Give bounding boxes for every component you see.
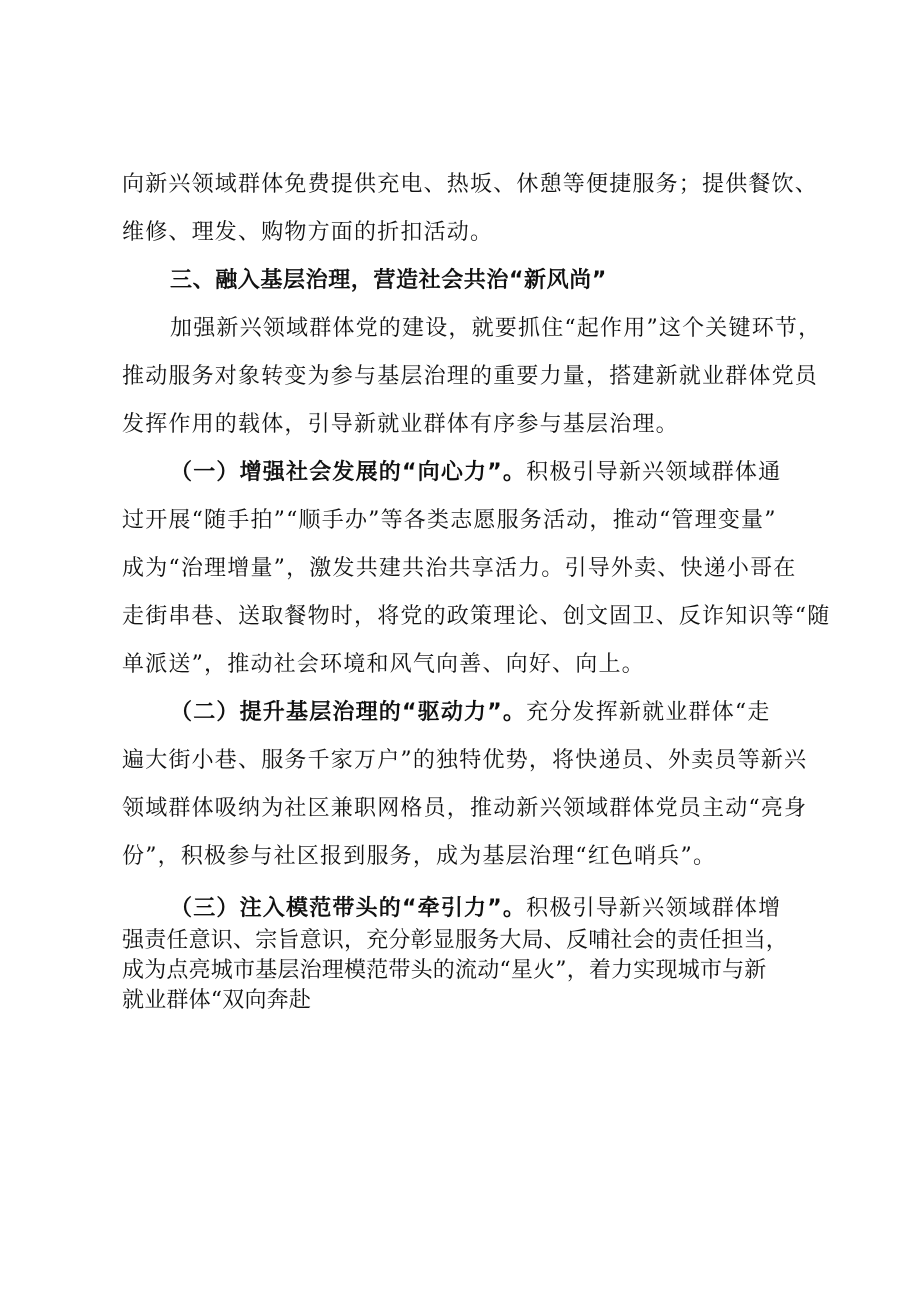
item-one-line-5: 单派送”，推动社会环境和风气向善、向好、向上。 xyxy=(122,652,645,677)
item-two-line-2: 遍大街小巷、服务千家万户”的独特优势，将快递员、外卖员等新兴 xyxy=(122,748,808,773)
section-three-heading: 三、融入基层治理，营造社会共治“新风尚” xyxy=(170,268,607,293)
item-three-line-2: 强责任意识、宗旨意识，充分彰显服务大局、反哺社会的责任担当， xyxy=(122,928,789,953)
intro-line-1: 加强新兴领域群体党的建设，就要抓住“起作用”这个关键环节， xyxy=(170,316,822,341)
services-line-2: 维修、理发、购物方面的折扣活动。 xyxy=(122,220,494,245)
item-one-title: （一）增强社会发展的“向心力”。 xyxy=(170,460,527,485)
item-three-line-4: 就业群体“双向奔赴 xyxy=(122,988,312,1013)
item-three-first-line xyxy=(170,894,822,924)
item-two-line-3: 领域群体吸纳为社区兼职网格员，推动新兴领域群体党员主动“亮身 xyxy=(122,796,808,821)
item-three-first-line-rest: 积极引导新兴领域群体增 xyxy=(526,896,782,921)
item-three-line-3: 成为点亮城市基层治理模范带头的流动“星火”，着力实现城市与新 xyxy=(122,958,767,983)
intro-line-3: 发挥作用的载体，引导新就业群体有序参与基层治理。 xyxy=(122,412,679,437)
item-one-first-line xyxy=(170,458,822,488)
item-one-line-4: 走街串巷、送取餐物时，将党的政策理论、创文固卫、反诈知识等“随 xyxy=(122,604,831,629)
item-one-first-line-rest: 积极引导新兴领域群体通 xyxy=(526,460,782,485)
item-two-first-line-rest: 充分发挥新就业群体“走 xyxy=(526,700,771,725)
item-one-line-3: 成为“治理增量”，激发共建共治共享活力。引导外卖、快递小哥在 xyxy=(122,556,797,581)
item-one-line-2: 过开展“随手拍”“顺手办”等各类志愿服务活动，推动“管理变量” xyxy=(122,508,777,533)
item-two-first-line xyxy=(170,698,822,728)
item-three-title: （三）注入模范带头的“牵引力”。 xyxy=(170,896,527,921)
intro-line-2: 推动服务对象转变为参与基层治理的重要力量，搭建新就业群体党员 xyxy=(122,364,819,389)
item-two-title: （二）提升基层治理的“驱动力”。 xyxy=(170,700,527,725)
services-line-1: 向新兴领域群体免费提供充电、热坂、休憩等便捷服务；提供餐饮、 xyxy=(122,172,819,197)
item-two-line-4: 份”，积极参与社区报到服务，成为基层治理“红色哨兵”。 xyxy=(122,844,717,869)
